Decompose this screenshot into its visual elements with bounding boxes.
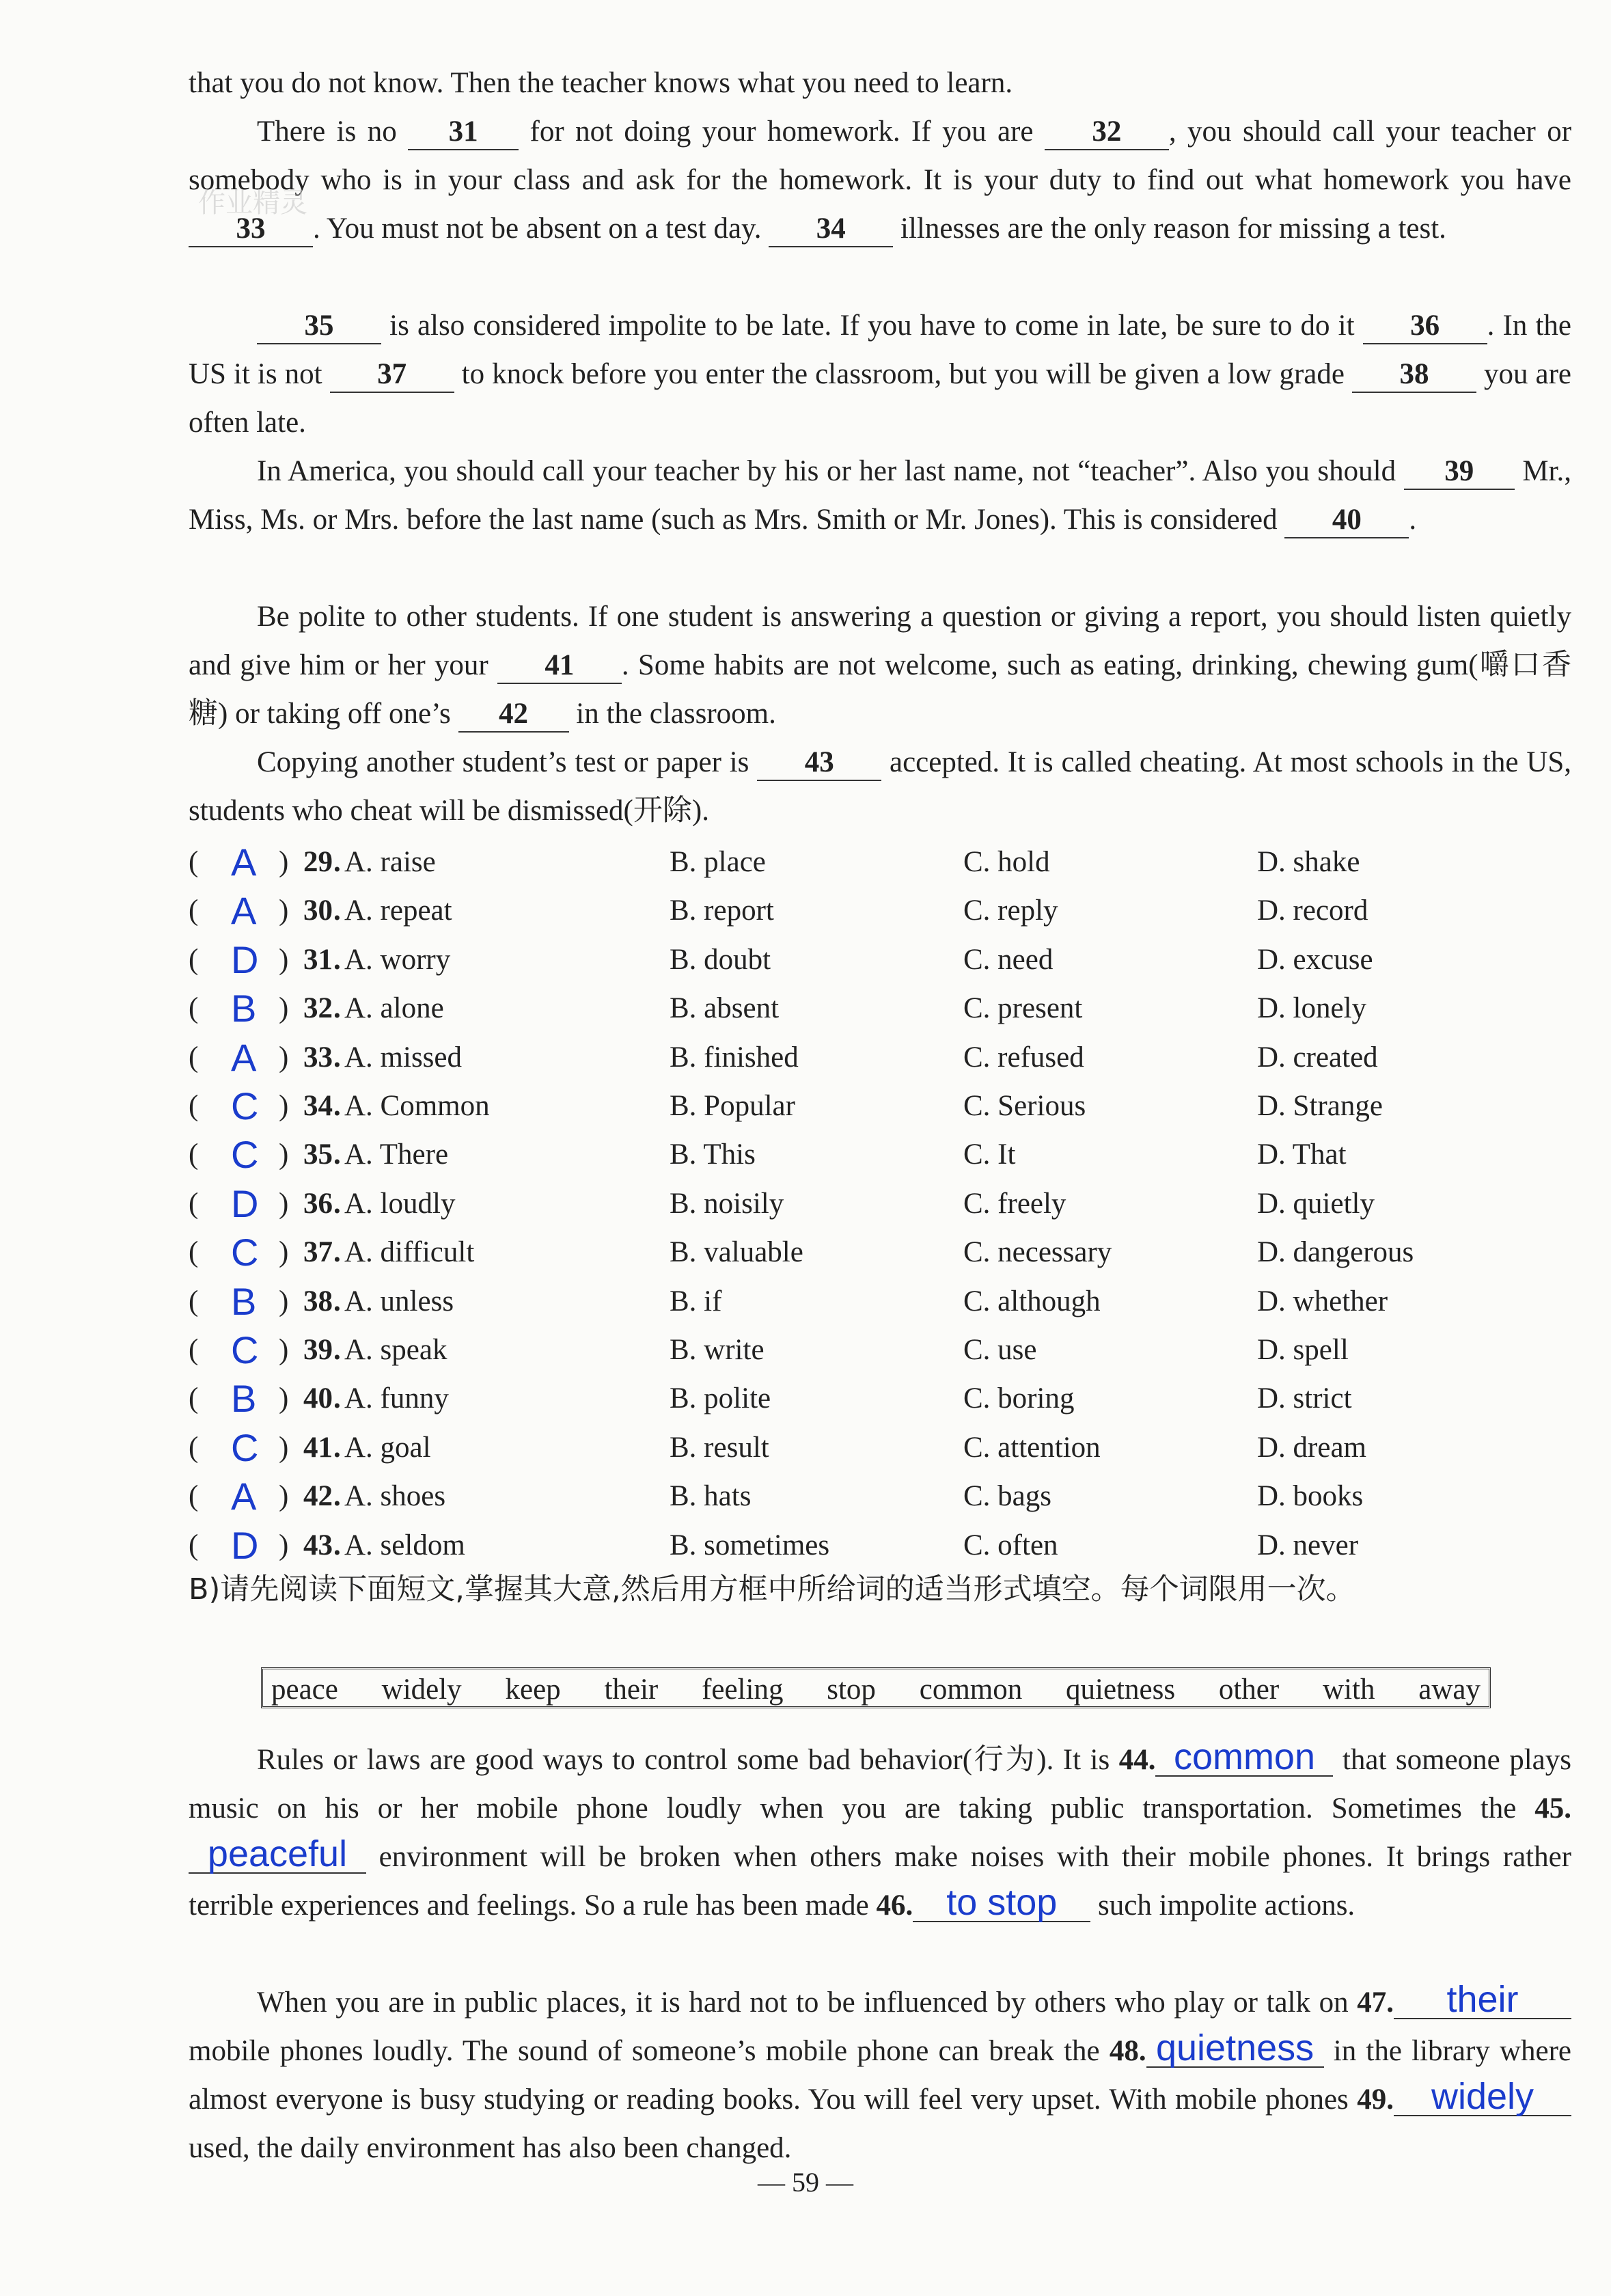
option-b: B. write [670, 1334, 765, 1366]
question-row [189, 1277, 1571, 1326]
option-d: D. quietly [1257, 1187, 1375, 1220]
word-box-item: widely [381, 1673, 462, 1706]
passage-paragraph-2: 35 is also considered impolite to be late. If you have to come in late, be sure to do it 36 . In the US it is not 37 to knock before you enter the classroom, but you will be given a low grade 38 you are often late. [189, 310, 1572, 439]
close-paren: ) [279, 1041, 289, 1074]
option-a: A. missed [344, 1041, 462, 1074]
question-number: 43 [303, 1529, 333, 1561]
option-c: C. boring [963, 1382, 1075, 1415]
close-paren: ) [279, 1529, 289, 1561]
option-d: D. Strange [1257, 1090, 1383, 1122]
question-number: 34 [303, 1090, 333, 1122]
question-number: 39 [303, 1334, 333, 1366]
option-d: D. spell [1257, 1334, 1349, 1366]
word-box-item: with [1323, 1673, 1375, 1706]
number-dot: . [333, 1480, 341, 1513]
option-a: A. alone [344, 992, 444, 1025]
option-b: B. if [670, 1285, 722, 1317]
option-a: A. raise [344, 846, 436, 878]
open-paren: ( [189, 1285, 199, 1317]
option-c: C. It [963, 1138, 1016, 1171]
option-b: B. polite [670, 1382, 771, 1415]
blank-35: 35 [257, 309, 381, 344]
option-d: D. record [1257, 894, 1368, 927]
handwritten-answer-48: quietness [1146, 2030, 1324, 2068]
handwritten-answer: A [231, 1475, 257, 1518]
question-row [189, 1423, 1571, 1472]
handwritten-answer: C [231, 1328, 259, 1371]
blank-39: 39 [1404, 454, 1515, 490]
option-a: A. difficult [344, 1236, 475, 1269]
number-dot: . [333, 992, 341, 1025]
question-row [189, 1374, 1571, 1423]
option-d: D. whether [1257, 1285, 1388, 1317]
option-b: B. hats [670, 1480, 752, 1513]
number-dot: . [333, 1138, 341, 1171]
number-dot: . [333, 1285, 341, 1317]
passage-paragraph-1: There is no 31 for not doing your homework. If you are 32 , you should call your teacher or somebody who is in your class and ask for the homework. It is your duty to find out what homework you have 33 . You must not be absent on a test day. 34 illnesses are the only reason for missing a test. [189, 107, 1571, 253]
option-c: C. necessary [963, 1236, 1112, 1269]
option-c: C. use [963, 1334, 1037, 1366]
option-c: C. often [963, 1529, 1058, 1561]
question-number: 32 [303, 992, 333, 1025]
option-c: C. although [963, 1285, 1101, 1317]
word-box-item: quietness [1066, 1673, 1176, 1706]
option-c: C. freely [963, 1187, 1066, 1220]
option-a: A. speak [344, 1334, 448, 1366]
blank-33: 33 [189, 212, 313, 247]
open-paren: ( [189, 1529, 199, 1561]
handwritten-answer-49: widely [1394, 2078, 1571, 2116]
number-dot: . [333, 1334, 341, 1366]
question-row [189, 886, 1571, 935]
close-paren: ) [279, 1285, 289, 1317]
handwritten-answer: D [231, 1181, 259, 1225]
option-b: B. This [670, 1138, 756, 1171]
number-dot: . [333, 846, 341, 878]
option-a: A. loudly [344, 1187, 456, 1220]
handwritten-answer: D [231, 1523, 259, 1567]
option-a: A. goal [344, 1431, 431, 1464]
option-c: C. attention [963, 1431, 1101, 1464]
handwritten-answer: C [231, 1084, 259, 1128]
number-dot: . [333, 1090, 341, 1122]
question-number: 33 [303, 1041, 333, 1074]
option-b: B. report [670, 894, 774, 927]
passage-paragraph-3: In America, you should call your teacher by his or her last name, not “teacher”. Also you should 39 Mr., Miss, Ms. or Mrs. before the last name (such as Mrs. Smith or Mr. Jones). This is considered 40 . [189, 447, 1571, 544]
close-paren: ) [279, 1187, 289, 1220]
open-paren: ( [189, 894, 199, 927]
section-b-instructions: B)请先阅读下面短文,掌握其大意,然后用方框中所给词的适当形式填空。每个词限用一次。 [189, 1572, 1355, 1607]
question-row [189, 1033, 1571, 1082]
question-number: 35 [303, 1138, 333, 1171]
option-b: B. noisily [670, 1187, 784, 1220]
word-box [261, 1667, 1491, 1708]
section-b-paragraph-1: Rules or laws are good ways to control some bad behavior(行为). It is 44. common that someone plays music on his or her mobile phone loudly when you are taking public transportation. Sometimes the 45.peaceful environment will be broken when others make noises with their mobile phones. It brings rather terrible experiences and feelings. So a rule has been made 46. to stop such impolite actions. [189, 1736, 1572, 1923]
option-c: C. need [963, 943, 1054, 976]
option-d: D. never [1257, 1529, 1359, 1561]
watermark: 作业精灵 [198, 187, 307, 219]
option-a: A. funny [344, 1382, 449, 1415]
page-number: — 59 — [758, 2167, 853, 2198]
question-number: 37 [303, 1236, 333, 1269]
open-paren: ( [189, 1431, 199, 1464]
option-b: B. place [670, 846, 766, 878]
open-paren: ( [189, 1090, 199, 1122]
option-b: B. sometimes [670, 1529, 830, 1561]
open-paren: ( [189, 846, 199, 878]
blank-40: 40 [1284, 503, 1409, 538]
option-a: A. unless [344, 1285, 454, 1317]
option-a: A. Common [344, 1090, 490, 1122]
blank-37: 37 [330, 357, 454, 393]
word-box-item: peace [271, 1673, 338, 1706]
question-row [189, 1521, 1571, 1570]
option-a: A. seldom [344, 1529, 465, 1561]
handwritten-answer-44: common [1155, 1738, 1333, 1777]
option-b: B. doubt [670, 943, 771, 976]
question-row [189, 1228, 1571, 1276]
option-d: D. strict [1257, 1382, 1352, 1415]
open-paren: ( [189, 1334, 199, 1366]
open-paren: ( [189, 1041, 199, 1074]
question-number: 30 [303, 894, 333, 927]
question-number: 29 [303, 846, 333, 878]
option-c: C. hold [963, 846, 1050, 878]
option-c: C. bags [963, 1480, 1051, 1513]
close-paren: ) [279, 846, 289, 878]
open-paren: ( [189, 992, 199, 1025]
blank-41: 41 [497, 648, 622, 684]
blank-38: 38 [1352, 357, 1476, 393]
number-dot: . [333, 1529, 341, 1561]
blank-31: 31 [408, 115, 519, 150]
close-paren: ) [279, 992, 289, 1025]
handwritten-answer: B [231, 1377, 257, 1421]
option-b: B. Popular [670, 1090, 795, 1122]
close-paren: ) [279, 943, 289, 976]
option-a: A. worry [344, 943, 451, 976]
word-box-item: their [604, 1673, 659, 1706]
number-dot: . [333, 1236, 341, 1269]
question-row [189, 1082, 1571, 1130]
handwritten-answer: D [231, 938, 259, 981]
passage-paragraph-5: Copying another student’s test or paper is 43 accepted. It is called cheating. At most schools in the US, students who cheat will be dismissed(开除). [189, 746, 1572, 828]
handwritten-answer: A [231, 889, 257, 933]
question-number: 41 [303, 1431, 333, 1464]
open-paren: ( [189, 1480, 199, 1513]
option-d: D. excuse [1257, 943, 1373, 976]
question-row [189, 935, 1571, 984]
passage-paragraph-0: that you do not know. Then the teacher knows what you need to learn. [189, 67, 1013, 99]
option-a: A. shoes [344, 1480, 446, 1513]
blank-43: 43 [757, 746, 881, 781]
word-box-item: stop [827, 1673, 876, 1706]
option-b: B. valuable [670, 1236, 803, 1269]
handwritten-answer: C [231, 1425, 259, 1469]
handwritten-answer: C [231, 1133, 259, 1177]
word-box-item: other [1218, 1673, 1280, 1706]
option-d: D. lonely [1257, 992, 1367, 1025]
blank-42: 42 [458, 697, 569, 733]
option-d: D. dangerous [1257, 1236, 1414, 1269]
handwritten-answer-46: to stop [913, 1884, 1090, 1922]
passage-paragraph-4: Be polite to other students. If one student is answering a question or giving a report, you should listen quietly and give him or her your 41 . Some habits are not welcome, such as eating, drinking, chewing gum(嚼口香糖) or taking off one’s 42 in the classroom. [189, 592, 1571, 738]
close-paren: ) [279, 1382, 289, 1415]
number-dot: . [333, 1041, 341, 1074]
close-paren: ) [279, 1090, 289, 1122]
option-d: D. shake [1257, 846, 1360, 878]
handwritten-answer: A [231, 840, 257, 884]
blank-34: 34 [769, 212, 893, 247]
handwritten-answer: B [231, 1279, 257, 1323]
number-dot: . [333, 1187, 341, 1220]
blank-32: 32 [1045, 115, 1169, 150]
question-number: 40 [303, 1382, 333, 1415]
handwritten-answer-47: their [1394, 1981, 1571, 2019]
open-paren: ( [189, 1187, 199, 1220]
word-box-item: feeling [702, 1673, 784, 1706]
number-dot: . [333, 1431, 341, 1464]
question-row [189, 1130, 1571, 1179]
close-paren: ) [279, 1138, 289, 1171]
handwritten-answer: A [231, 1035, 257, 1079]
question-row [189, 1472, 1571, 1520]
option-b: B. finished [670, 1041, 799, 1074]
word-box-item: common [919, 1673, 1023, 1706]
option-d: D. That [1257, 1138, 1347, 1171]
section-b-paragraph-2: When you are in public places, it is hard not to be influenced by others who play or talk on 47. their mobile phones loudly. The sound of someone’s mobile phone can break the 48. quietness in the library where almost everyone is busy studying or reading books. You will feel very upset. With mobile phones 49. widely used, the daily environment has also been changed. [189, 1979, 1572, 2164]
option-c: C. refused [963, 1041, 1084, 1074]
option-a: A. There [344, 1138, 449, 1171]
handwritten-answer: C [231, 1231, 259, 1274]
question-row [189, 1179, 1571, 1228]
option-c: C. reply [963, 894, 1058, 927]
blank-36: 36 [1363, 309, 1487, 344]
question-row [189, 838, 1571, 886]
option-c: C. Serious [963, 1090, 1086, 1122]
option-c: C. present [963, 992, 1083, 1025]
word-box-item: away [1418, 1673, 1481, 1706]
option-b: B. absent [670, 992, 780, 1025]
option-d: D. books [1257, 1480, 1364, 1513]
number-dot: . [333, 1382, 341, 1415]
open-paren: ( [189, 943, 199, 976]
option-a: A. repeat [344, 894, 452, 927]
close-paren: ) [279, 1480, 289, 1513]
handwritten-answer-45: peaceful [189, 1835, 366, 1874]
option-d: D. created [1257, 1041, 1378, 1074]
close-paren: ) [279, 1334, 289, 1366]
word-box-item: keep [505, 1673, 561, 1706]
handwritten-answer: B [231, 987, 257, 1030]
open-paren: ( [189, 1236, 199, 1269]
question-number: 36 [303, 1187, 333, 1220]
question-number: 42 [303, 1480, 333, 1513]
number-dot: . [333, 943, 341, 976]
question-number: 31 [303, 943, 333, 976]
question-number: 38 [303, 1285, 333, 1317]
open-paren: ( [189, 1138, 199, 1171]
option-d: D. dream [1257, 1431, 1366, 1464]
option-b: B. result [670, 1431, 769, 1464]
question-row [189, 1326, 1571, 1374]
open-paren: ( [189, 1382, 199, 1415]
close-paren: ) [279, 1431, 289, 1464]
question-row [189, 984, 1571, 1033]
close-paren: ) [279, 894, 289, 927]
close-paren: ) [279, 1236, 289, 1269]
number-dot: . [333, 894, 341, 927]
